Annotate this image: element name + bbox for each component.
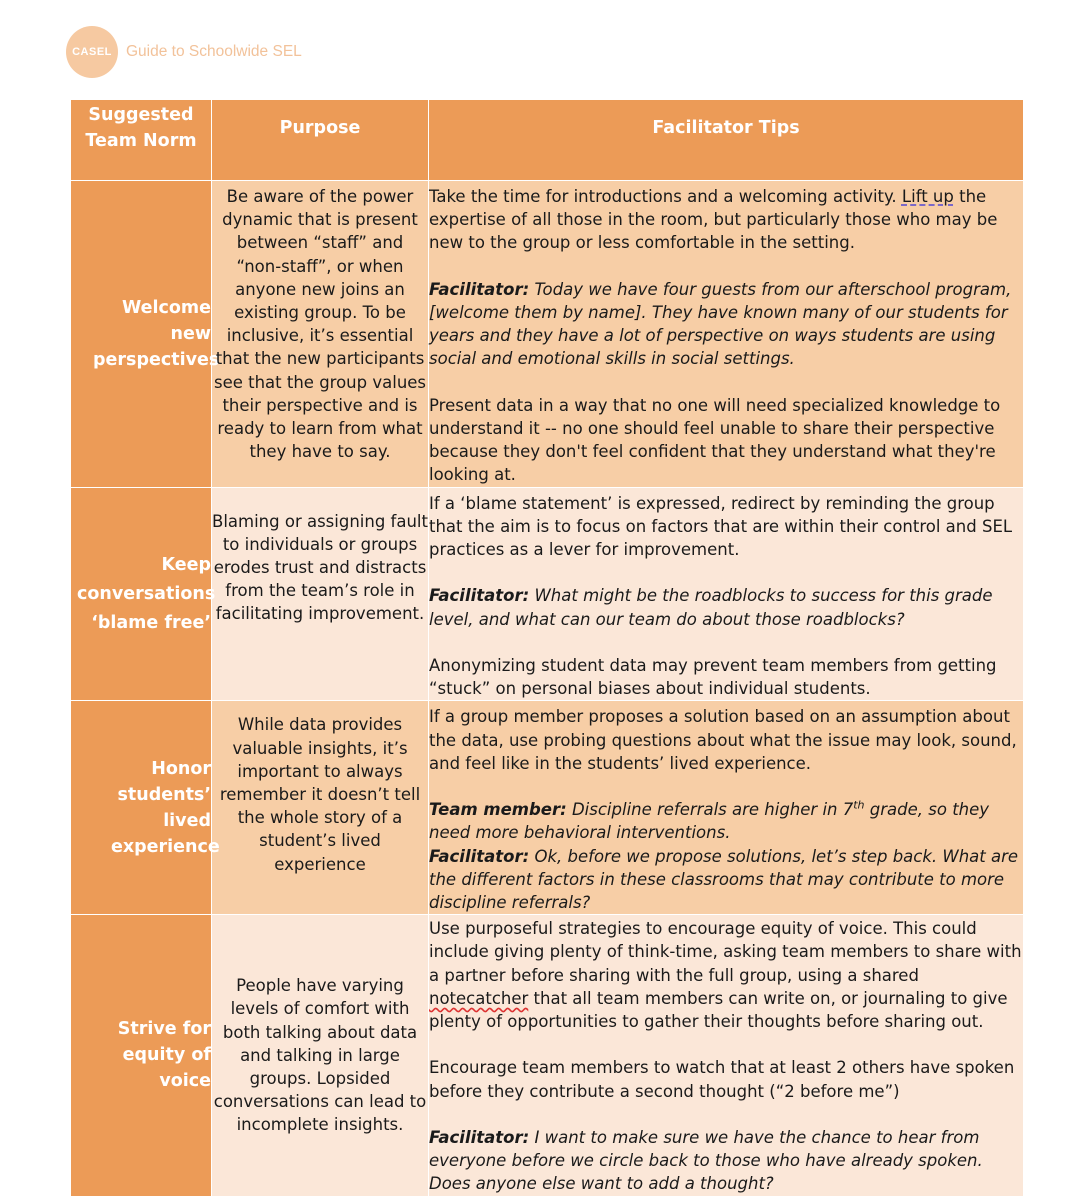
facilitator-quote: Facilitator: What might be the roadblocks to success for this grade level, and what can our team do about those roadblocks? — [429, 586, 993, 629]
tips-paragraph: Present data in a way that no one will need specialized knowledge to understand it -- no one should feel unable to share their perspective because they don't feel confident that they understand what they're looking at. — [429, 395, 1001, 485]
header-purpose: Purpose — [212, 100, 429, 181]
table-header-row — [71, 100, 1024, 181]
team-norms-table — [70, 99, 1024, 1197]
norm-cell: Welcome new perspectives — [71, 181, 212, 488]
tips-paragraph: Anonymizing student data may prevent team members from getting “stuck” on personal biases about individual students. — [429, 656, 997, 699]
table-row — [71, 701, 1024, 915]
table-row — [71, 915, 1024, 1196]
purpose-cell: Blaming or assigning fault to individuals or groups erodes trust and distracts from the team’s role in facilitating improvement. — [212, 487, 429, 701]
casel-logo: CASEL — [66, 26, 118, 78]
tips-paragraph: If a group member proposes a solution based on an assumption about the data, use probing questions about what the issue may look, sound, and feel like in the students’ lived experience. — [429, 707, 1017, 773]
tips-paragraph: Take the time for introductions and a welcoming activity. Lift up the expertise of all those in the room, but particularly those who may be new to the group or less comfortable in the setting. — [429, 187, 998, 253]
norm-cell: Honor students’ lived experience — [71, 701, 212, 915]
facilitator-quote: Facilitator: Ok, before we propose solutions, let’s step back. What are the different factors in these classrooms that may contribute to more discipline referrals? — [429, 846, 1019, 913]
tips-cell — [429, 487, 1024, 701]
table-row — [71, 181, 1024, 488]
purpose-cell: While data provides valuable insights, it’s important to always remember it doesn’t tell the whole story of a student’s lived experience — [212, 701, 429, 915]
guide-title: Guide to Schoolwide SEL — [126, 43, 302, 60]
facilitator-quote: Facilitator: Today we have four guests from our afterschool program, [welcome them by name]. They have known many of our students for years and they have a lot of perspective on ways students are using social and emotional skills in social settings. — [429, 279, 1012, 369]
page-header — [66, 26, 302, 78]
purpose-cell: People have varying levels of comfort with both talking about data and talking in large groups. Lopsided conversations can lead to incomplete insights. — [212, 915, 429, 1196]
tips-paragraph: Encourage team members to watch that at least 2 others have spoken before they contribute a second thought (“2 before me”) — [429, 1058, 1015, 1101]
tips-cell — [429, 701, 1024, 915]
team-member-quote: Team member: Discipline referrals are higher in 7th grade, so they need more behavioral interventions. — [429, 798, 990, 843]
header-suggested-team-norm: Suggested Team Norm — [71, 100, 212, 181]
tips-paragraph: Use purposeful strategies to encourage equity of voice. This could include giving plenty of think-time, asking team members to share with a partner before sharing with the full group, using a shared notecatcher that all team members can write on, or journaling to give plenty of opportunities to gather their thoughts before sharing out. — [429, 919, 1022, 1032]
tips-paragraph: If a ‘blame statement’ is expressed, redirect by reminding the group that the aim is to focus on factors that are within their control and SEL practices as a lever for improvement. — [429, 493, 1013, 560]
tips-cell — [429, 181, 1024, 488]
facilitator-quote: Facilitator: I want to make sure we have the chance to hear from everyone before we circle back to those who have already spoken. Does anyone else want to add a thought? — [429, 1128, 983, 1194]
notecatcher-text: notecatcher — [429, 988, 529, 1008]
header-facilitator-tips: Facilitator Tips — [429, 100, 1024, 181]
lift-up-text: Lift up — [901, 187, 954, 206]
table-row — [71, 487, 1024, 701]
tips-cell — [429, 915, 1024, 1196]
purpose-cell: Be aware of the power dynamic that is present between “staff” and “non-staff”, or when anyone new joins an existing group. To be inclusive, it’s essential that the new participants see that the group values their perspective and is ready to learn from what they have to say. — [212, 181, 429, 488]
norm-cell: Keep conversations ‘blame free’ — [71, 487, 212, 701]
norm-cell: Strive for equity of voice — [71, 915, 212, 1196]
